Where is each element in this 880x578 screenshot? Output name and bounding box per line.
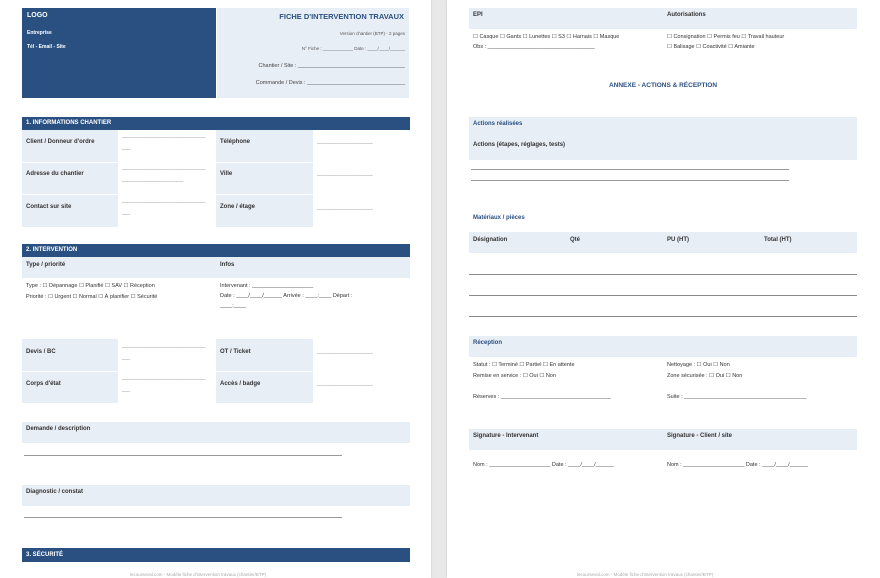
company-name: Entreprise (27, 30, 52, 36)
actions-line-1[interactable] (471, 169, 789, 170)
section-2-title: 2. INTERVENTION (26, 247, 78, 253)
worker-field[interactable]: Intervenant : ____________________ (220, 283, 314, 289)
reception-title: Réception (473, 340, 503, 346)
page-2 (447, 0, 880, 578)
authorizations-title: Autorisations (667, 12, 706, 18)
contact-label: Contact sur site (26, 204, 72, 210)
phone-label: Téléphone (220, 139, 251, 145)
company-contact: Tél - Email - Site (27, 44, 66, 50)
authorizations-line-1[interactable]: ☐ Consignation ☐ Permis feu ☐ Travail hauteur (667, 34, 785, 40)
contact-line-1[interactable]: ______________________________ (122, 198, 206, 204)
reception-zone[interactable]: Zone sécurisée : ☐ Oui ☐ Non (667, 373, 743, 379)
trade-label: Corps d'état (26, 381, 61, 387)
row-divider (22, 162, 410, 163)
epi-obs[interactable]: Obs : ___________________________________ (473, 44, 595, 50)
row-divider (22, 194, 410, 195)
fiche-number: N° Fiche : ____________ Date : ____/____/______ (301, 46, 405, 51)
annex-title: ANNEXE - ACTIONS & RÉCEPTION (608, 82, 718, 89)
section-2-header (22, 244, 410, 257)
client-line-1[interactable]: ______________________________ (122, 133, 206, 139)
client-label: Client / Donneur d'ordre (26, 139, 95, 145)
request-label: Demande / description (26, 426, 91, 432)
trade-line-2[interactable]: ___ (122, 387, 131, 393)
infos-header: Infos (220, 262, 235, 268)
zone-label: Zone / étage (220, 204, 256, 210)
page-title: FICHE D'INTERVENTION TRAVAUX (279, 12, 404, 21)
diagnostic-label: Diagnostic / constat (26, 489, 84, 495)
access-line[interactable]: ____________________ (317, 381, 373, 387)
signature-worker-line[interactable]: Nom : ____________________ Date : ____/____/______ (473, 462, 614, 468)
signature-client-line[interactable]: Nom : ____________________ Date : ____/____/______ (667, 462, 808, 468)
signature-client-title: Signature - Client / site (667, 433, 733, 439)
contact-line-2[interactable]: ___ (122, 210, 131, 216)
ot-label: OT / Ticket (220, 349, 251, 355)
version-text: Version chantier (BTP) - 2 pages (339, 31, 405, 36)
col-total: Total (HT) (764, 237, 792, 243)
epi-header-bg (469, 8, 857, 29)
ot-line[interactable]: ____________________ (317, 349, 373, 355)
reception-header-bg (469, 336, 857, 357)
reception-followup[interactable]: Suite : ________________________________________ (667, 394, 807, 400)
actions-line-2[interactable] (471, 180, 789, 181)
intervention-subheader (22, 257, 410, 278)
trade-line-1[interactable]: ______________________________ (122, 375, 206, 381)
materials-row-line-2[interactable] (469, 295, 857, 296)
materials-header-bg (469, 232, 857, 253)
devis-line-1[interactable]: ______________________________ (122, 343, 206, 349)
zone-line[interactable]: ____________________ (317, 205, 373, 211)
city-line[interactable]: ____________________ (317, 171, 373, 177)
page-1-footer: lecourseval.com - Modèle fiche d'intervention travaux (chantier/BTP) (130, 572, 267, 577)
col-unit-price: PU (HT) (667, 237, 689, 243)
section-1-title: 1. INFORMATIONS CHANTIER (26, 120, 112, 126)
materials-title: Matériaux / pièces (473, 215, 525, 221)
address-line-1[interactable]: ______________________________ (122, 165, 206, 171)
access-label: Accès / badge (220, 381, 261, 387)
city-label: Ville (220, 171, 233, 177)
section-3-title: 3. SÉCURITÉ (26, 552, 64, 558)
phone-line[interactable]: ____________________ (317, 139, 373, 145)
site-field: Chantier / Site : ___________________________________ (258, 63, 405, 69)
epi-title: EPI (473, 12, 483, 18)
logo-text: LOGO (27, 12, 48, 19)
materials-row-line-3[interactable] (469, 316, 857, 317)
devis-line-2[interactable]: ___ (122, 355, 131, 361)
date-times-field-cont[interactable]: ____:____ (220, 303, 246, 309)
reception-service[interactable]: Remise en service : ☐ Oui ☐ Non (473, 373, 556, 379)
actions-subtitle: Actions (étapes, réglages, tests) (473, 142, 566, 148)
col-designation: Désignation (473, 237, 508, 243)
authorizations-line-2[interactable]: ☐ Balisage ☐ Coactivité ☐ Amiante (667, 44, 755, 50)
priority-options[interactable]: Priorité : ☐ Urgent ☐ Normal ☐ À planifier ☐ Sécurité (26, 294, 158, 300)
date-times-field[interactable]: Date : ____/____/______ Arrivée : ____:____ Départ : (220, 293, 353, 299)
actions-title: Actions réalisées (473, 121, 523, 127)
reception-cleaning[interactable]: Nettoyage : ☐ Oui ☐ Non (667, 362, 730, 368)
materials-row-line-1[interactable] (469, 274, 857, 275)
address-line-2[interactable]: ______________________ (122, 177, 184, 183)
type-priority-header: Type / priorité (26, 262, 66, 268)
page-2-footer: lecourseval.com - Modèle fiche d'intervention travaux (chantier/BTP) (577, 572, 714, 577)
order-field: Commande / Devis : ________________________________ (255, 80, 405, 86)
page-1 (0, 0, 431, 578)
section-3-header (22, 548, 410, 562)
epi-options[interactable]: ☐ Casque ☐ Gants ☐ Lunettes ☐ S3 ☐ Harnais ☐ Masque (473, 34, 620, 40)
request-line[interactable] (24, 455, 342, 456)
col-quantity: Qté (570, 237, 581, 243)
client-line-2[interactable]: ___ (122, 145, 131, 151)
actions-bg (469, 117, 857, 160)
signature-worker-title: Signature - Intervenant (473, 433, 539, 439)
header-logo-block (22, 8, 216, 98)
reception-status[interactable]: Statut : ☐ Terminé ☐ Partiel ☐ En attente (473, 362, 575, 368)
diagnostic-line[interactable] (24, 517, 342, 518)
reception-reserves[interactable]: Réserves : ____________________________________ (473, 394, 611, 400)
type-options[interactable]: Type : ☐ Dépannage ☐ Planifié ☐ SAV ☐ Réception (26, 283, 155, 289)
devis-label: Devis / BC (26, 349, 56, 355)
row-divider (22, 371, 410, 372)
address-label: Adresse du chantier (26, 171, 84, 177)
